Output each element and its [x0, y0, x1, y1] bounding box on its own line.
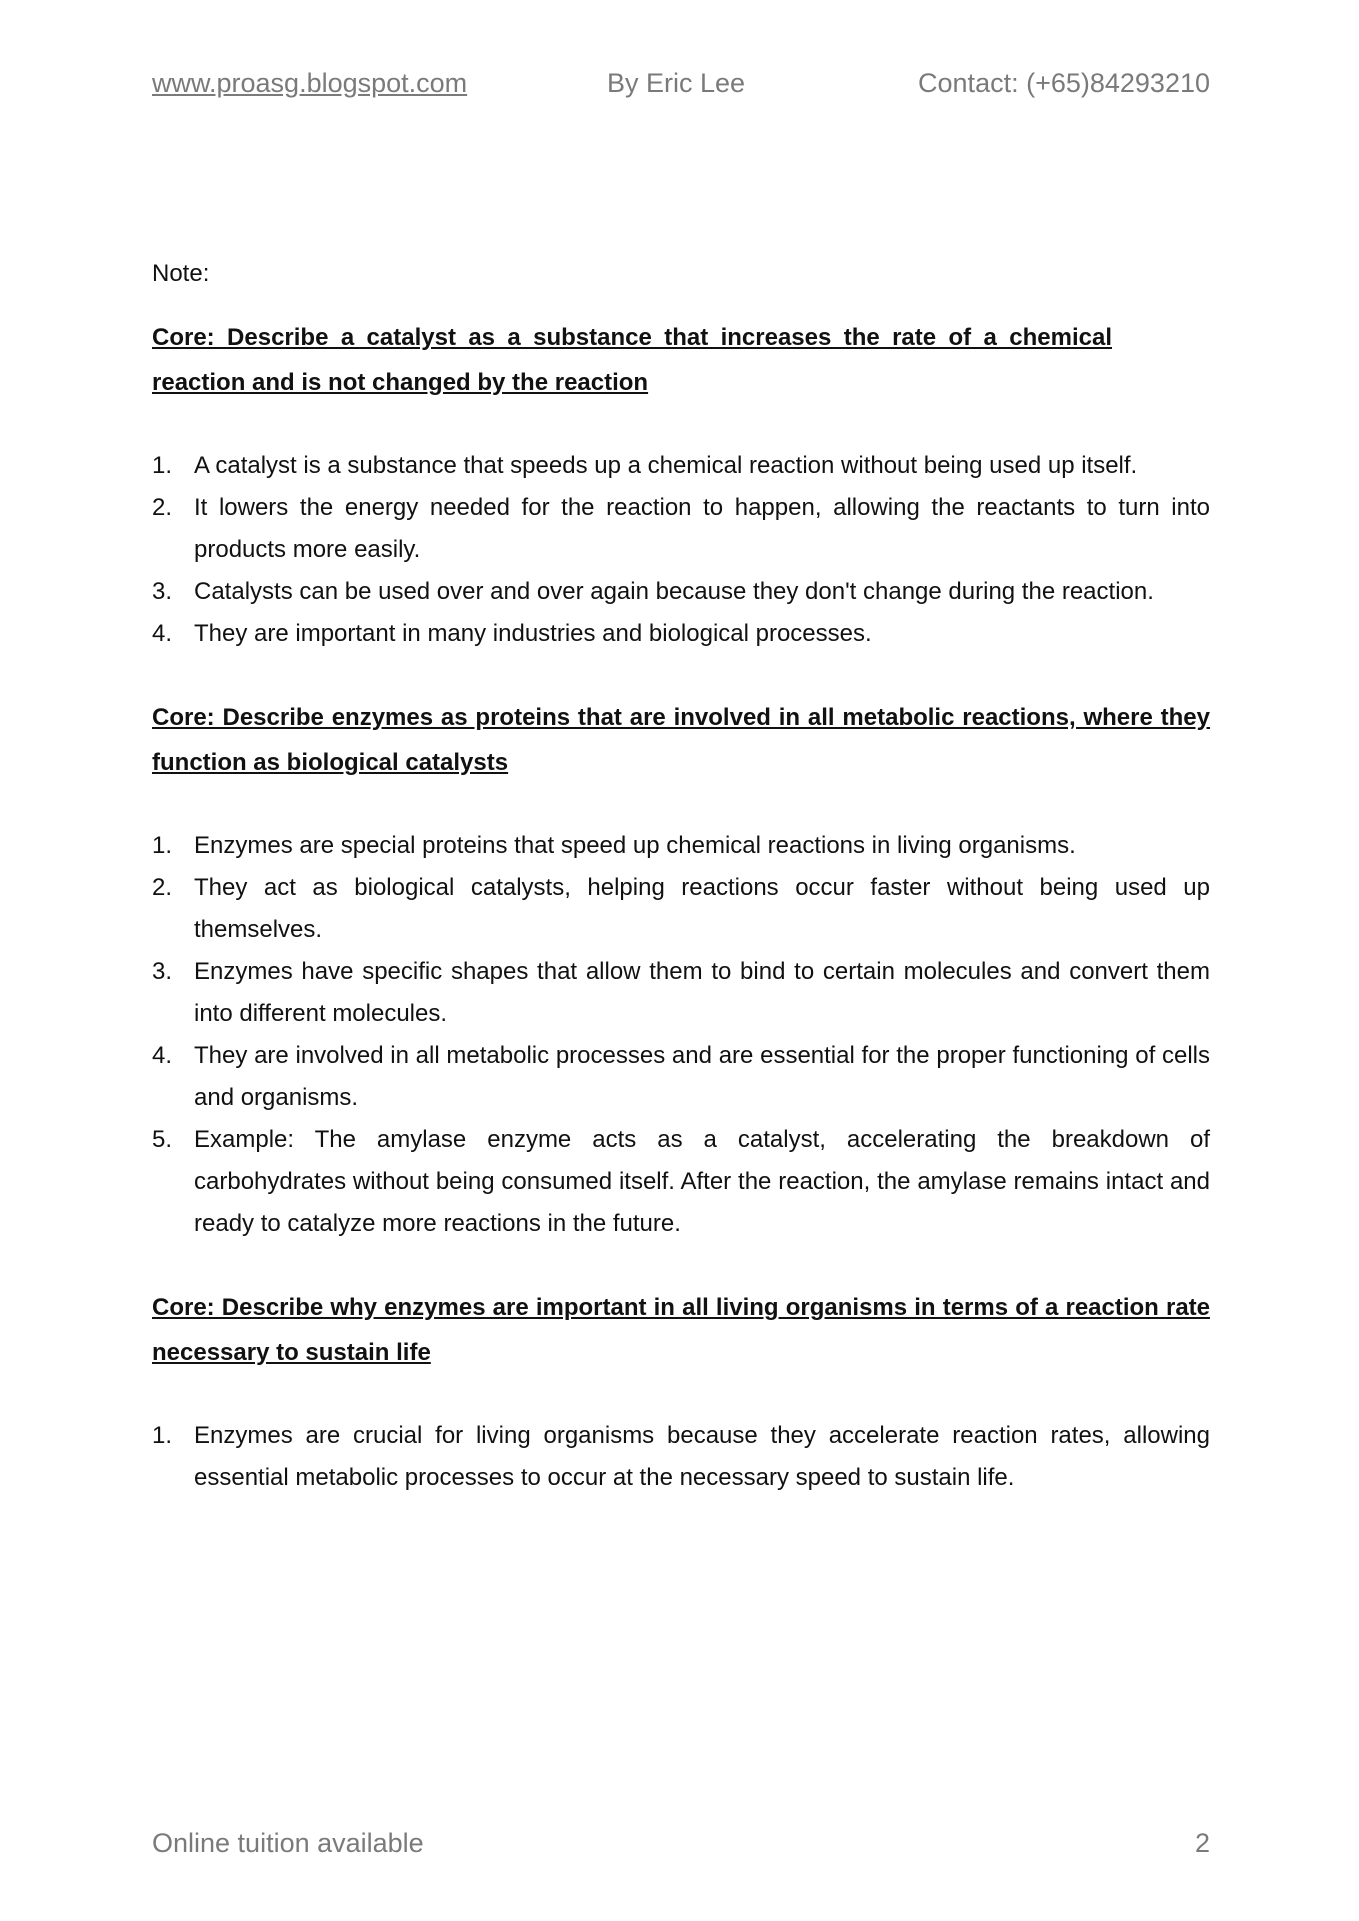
list-text: A catalyst is a substance that speeds up a chemical reaction without being used up itself. — [194, 452, 1138, 479]
list-item — [152, 445, 1210, 487]
section-enzymes — [152, 695, 1210, 1245]
section-heading: Core: Describe a catalyst as a substance that increases the rate of a chemical reaction and is not changed by the reaction — [152, 324, 1112, 396]
list-text: Enzymes are crucial for living organisms because they accelerate reaction rates, allowing essential metabolic processes to occur at the necessary speed to sustain life. — [194, 1422, 1210, 1491]
page-header — [152, 68, 1210, 104]
footer-note: Online tuition available — [152, 1828, 424, 1858]
author-name: By Eric Lee — [607, 68, 746, 98]
section-importance — [152, 1285, 1210, 1499]
page-footer — [152, 1828, 1210, 1864]
section-catalyst — [152, 315, 1210, 655]
point-list — [152, 825, 1210, 1245]
list-number: 1. — [152, 832, 173, 859]
list-number: 1. — [152, 1422, 173, 1449]
list-text: Example: The amylase enzyme acts as a catalyst, accelerating the breakdown of carbohydrates without being consumed itself. After the reaction, the amylase remains intact and ready to catalyze more reactions in the future. — [194, 1126, 1210, 1237]
list-number: 1. — [152, 452, 173, 479]
list-text: They are important in many industries and biological processes. — [194, 620, 872, 647]
list-text: Enzymes are special proteins that speed up chemical reactions in living organisms. — [194, 832, 1076, 859]
list-number: 3. — [152, 958, 173, 985]
list-item — [152, 951, 1210, 1035]
list-text: They are involved in all metabolic processes and are essential for the proper functioning of cells and organisms. — [194, 1042, 1210, 1111]
website-link[interactable]: www.proasg.blogspot.com — [152, 68, 468, 98]
list-item — [152, 1415, 1210, 1499]
list-number: 3. — [152, 578, 173, 605]
list-number: 5. — [152, 1126, 173, 1153]
page-content — [152, 253, 1210, 1539]
section-heading: Core: Describe enzymes as proteins that are involved in all metabolic reactions, where they function as biological catalysts — [152, 704, 1210, 776]
list-text: They act as biological catalysts, helping reactions occur faster without being used up themselves. — [194, 874, 1210, 943]
list-text: Catalysts can be used over and over again because they don't change during the reaction. — [194, 578, 1154, 605]
list-item — [152, 613, 1210, 655]
section-heading: Core: Describe why enzymes are important in all living organisms in terms of a reaction rate necessary to sustain life — [152, 1294, 1210, 1366]
list-text: Enzymes have specific shapes that allow them to bind to certain molecules and convert them into different molecules. — [194, 958, 1210, 1027]
list-item — [152, 1119, 1210, 1245]
contact-info: Contact: (+65)84293210 — [918, 68, 1210, 98]
page-number: 2 — [1194, 1828, 1210, 1858]
note-label: Note: — [152, 260, 210, 287]
list-item — [152, 825, 1210, 867]
list-item — [152, 487, 1210, 571]
list-number: 2. — [152, 494, 173, 521]
list-item — [152, 571, 1210, 613]
list-item — [152, 1035, 1210, 1119]
list-number: 4. — [152, 620, 173, 647]
point-list — [152, 445, 1210, 655]
point-list — [152, 1415, 1210, 1499]
list-number: 2. — [152, 874, 173, 901]
list-item — [152, 867, 1210, 951]
list-number: 4. — [152, 1042, 173, 1069]
list-text: It lowers the energy needed for the reaction to happen, allowing the reactants to turn into products more easily. — [194, 494, 1210, 563]
